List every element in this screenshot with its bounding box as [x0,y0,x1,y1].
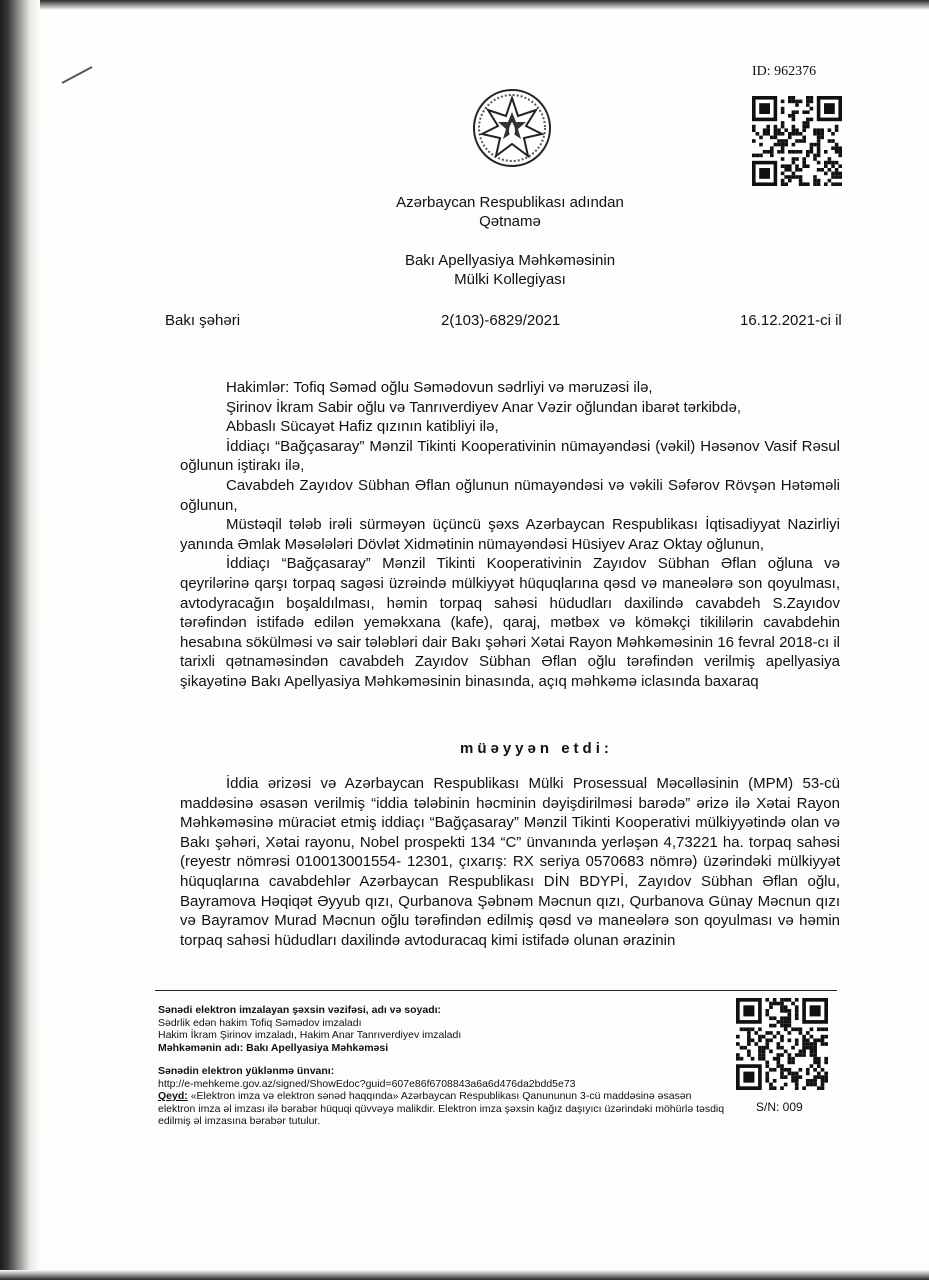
intro-paragraph: Cavabdeh Zayıdov Sübhan Əflan oğlunun nümayəndəsi və vəkili Səfərov Rövşən Hətəməli oğlunun, [180,476,840,514]
note-label: Qeyd: [158,1090,188,1102]
address-label: Sənədin elektron yüklənmə ünvanı: [158,1065,335,1077]
document-url[interactable]: http://e-mehkeme.gov.az/signed/ShowEdoc?guid=607e86f6708843a6a6d476da2bdd5e73 [158,1077,576,1090]
intro-paragraph: Abbaslı Sücayət Hafiz qızının katibliyi ilə, [226,418,499,436]
serial-number: S/N: 009 [756,1100,803,1114]
header-line-1: Azərbaycan Respublikası adından [396,194,624,211]
download-block [158,1065,728,1128]
intro-section [180,378,840,692]
signer-line: Sədrlik edən hakim Tofiq Səmədov imzaladı [158,1016,362,1029]
court-label: Məhkəmənin adı: [158,1041,244,1054]
main-section [180,774,840,950]
city: Bakı şəhəri [165,312,241,329]
document-id: ID: 962376 [752,64,817,79]
state-emblem-icon [472,88,552,168]
qr-code-icon [736,998,828,1090]
pen-mark [62,66,93,84]
court-division: Mülki Kollegiyası [454,271,566,288]
intro-paragraph: İddiaçı “Bağçasaray” Mənzil Tikinti Kooperativinin nümayəndəsi (vəkil) Həsənov Vasif Rəsul oğlunun iştirakı ilə, [180,437,840,475]
case-number: 2(103)-6829/2021 [441,312,561,329]
section-heading: müəyyən etdi: [460,740,613,757]
intro-paragraph: Hakimlər: Tofiq Səməd oğlu Səmədovun sədrliyi və məruzəsi ilə, [226,379,653,396]
note-text: «Elektron imza və elektron sənəd haqqında» Azərbaycan Respublikası Qanununun 3-cü maddəsinə əsasən elektron imza əl imzası ilə bərabər hüquqi qüvvəyə malikdir. Elektron imza şəxsin kağız daşıyıcı üzərindəki möhürlə təsdiq edilmiş əl imzasına bərabər tutulur. [158,1090,725,1127]
scan-edge-left [0,0,40,1280]
signer-line: Hakim İkram Şirinov imzaladı, Hakim Anar Tanrıverdiyev imzaladı [158,1029,462,1041]
document-type: Qətnamə [479,213,541,230]
court-value: Bakı Apellyasiya Məhkəməsi [246,1041,389,1054]
qr-code-icon [752,96,842,192]
court-name-line: Bakı Apellyasiya Məhkəməsinin [404,252,616,269]
footer-divider [155,990,837,991]
intro-paragraph: Şirinov İkram Sabir oğlu və Tanrıverdiyev Anar Vəzir oğlundan ibarət tərkibdə, [226,398,741,416]
document-date: 16.12.2021-ci il [740,312,842,329]
main-paragraph: İddia ərizəsi və Azərbaycan Respublikası Mülki Prosessual Məcəlləsinin (MPM) 53-cü maddəsinə əsasən verilmiş “iddia tələbinin həcminin dəyişdirilməsi barədə” ərizə ilə Xətai Rayon Məhkəməsinə müraciət etmiş iddiaçı “Bağçasaray” Mənzil Tikinti Kooperativi mülkiyyətində olan və Bakı şəhəri, Xətai rayonu, Nobel prospekti 134 “C” ünvanında yerləşən 4,73221 ha. torpaq sahəsi (reyestr nömrəsi 010013001554- 12301, çıxarış: RX seriya 0570683 nömrə) üzərindəki mülkiyyət hüquqlarına cavabdehlər Azərbaycan Respublikası DİN BDYPİ, Zayıdov Sübhan Əflan oğlu, Bayramova Həqiqət Əyyub qızı, Qurbanova Şəbnəm Məcnun qızı, Qurbanova Günay Məcnun qızı və Bayramov Murad Məcnun oğlu tərəfindən edilmiş qəsd və maneələrə son qoyulması və həmin torpaq sahəsi hüdudları daxilində avtoduracaq kimi istifadə olunan ərazinin [180,775,840,949]
signer-title: Sənədi elektron imzalayan şəxsin vəzifəsi, adı və soyadı: [158,1004,442,1016]
signature-block [158,1004,461,1054]
intro-paragraph: Müstəqil tələb irəli sürməyən üçüncü şəxs Azərbaycan Respublikası İqtisadiyyat Nazirliyi yanında Əmlak Məsələləri Dövlət Xidmətinin nümayəndəsi Hüsiyev Araz Oktay oğlunun, [180,516,840,553]
scan-edge-top [0,0,929,10]
intro-paragraph: İddiaçı “Bağçasaray” Mənzil Tikinti Kooperativinin Zayıdov Sübhan Əflan oğluna və qeyrilərinə qarşı torpaq sagəsi üzrəində mülkiyyət hüquqlarına qəsd və maneələrə son qoyulması, avtodyracağın boşaldılması, həmin torpaq sahəsi hüdudları daxilində cavabdeh S.Zayıdov tərəfindən istifadə edilən yeməkxana (kafe), qaraj, mətbəx və köməkçi tikililərin cavabdehin hesabına sökülməsi və sair tələbləri dair Bakı şəhəri Xətai Rayon Məhkəməsinin 16 fevral 2018-cı il tarixli qətnaməsindən cavabdeh Zayıdov Sübhan Əflan oğlu tərəfindən verilmiş apellyasiya şikayətinə Bakı Apellyasiya Məhkəməsinin binasında, açıq məhkəmə iclasında baxaraq [180,555,840,690]
scan-edge-bottom [0,1270,929,1280]
